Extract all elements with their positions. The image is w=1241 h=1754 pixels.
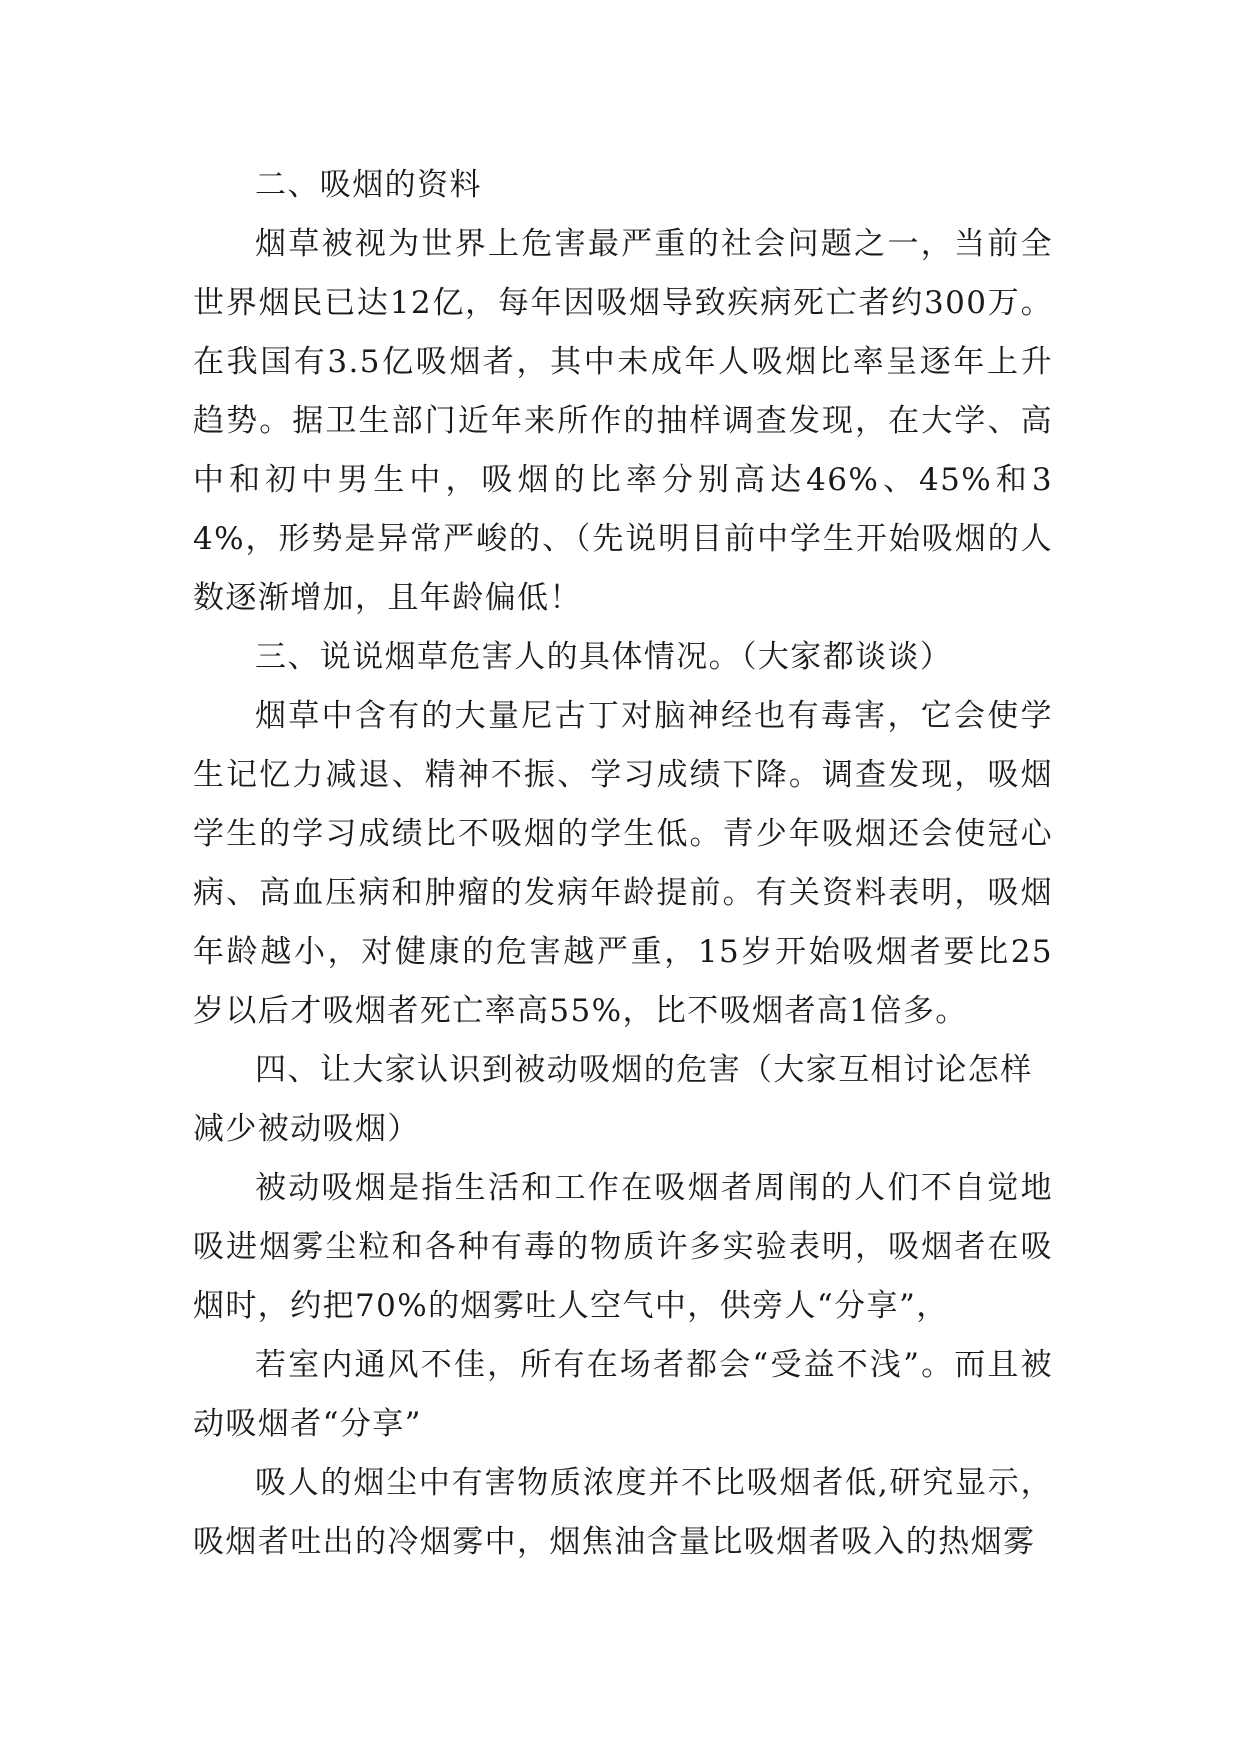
section-heading-smoking-data: 二、吸烟的资料: [255, 167, 482, 203]
paragraph-smoking-statistics: 烟草被视为世界上危害最严重的社会问题之一，当前全世界烟民已达12亿，每年因吸烟导致疾病死亡者约300万。在我国有3.5亿吸烟者，其中未成年人吸烟比率呈逐年上升趋势。据卫生部门近年来所作的抽样调查发现，在大学、高中和初中男生中，吸烟的比率分别高达46%、45%和34%，形势是异常严峻的、（先说明目前中学生开始吸烟的人数逐渐增加，且年龄偏低！: [193, 226, 1053, 616]
paragraph-ventilation: 若室内通风不佳，所有在场者都会“受益不浅”。而且被动吸烟者“分享”: [193, 1347, 1053, 1442]
section-heading-passive-smoking: 四、让大家认识到被动吸烟的危害（大家互相讨论怎样减少被动吸烟）: [193, 1052, 1033, 1147]
section-heading-tobacco-harm: 三、说说烟草危害人的具体情况。（大家都谈谈）: [255, 639, 953, 675]
paragraph-research-findings: 吸人的烟尘中有害物质浓度并不比吸烟者低,研究显示，吸烟者吐出的冷烟雾中，烟焦油含量比吸烟者吸入的热烟雾: [193, 1465, 1053, 1560]
paragraph-nicotine-effects: 烟草中含有的大量尼古丁对脑神经也有毒害，它会使学生记忆力减退、精神不振、学习成绩下降。调查发现，吸烟学生的学习成绩比不吸烟的学生低。青少年吸烟还会使冠心病、高血压病和肿瘤的发病年龄提前。有关资料表明，吸烟年龄越小，对健康的危害越严重，15岁开始吸烟者要比25岁以后才吸烟者死亡率高55%，比不吸烟者高1倍多。: [193, 698, 1053, 1029]
document-body: [193, 156, 1053, 1572]
paragraph-passive-smoking-definition: 被动吸烟是指生活和工作在吸烟者周闱的人们不自觉地吸进烟雾尘粒和各种有毒的物质许多实验表明，吸烟者在吸烟时，约把70%的烟雾吐人空气中，供旁人“分享”，: [193, 1170, 1053, 1324]
